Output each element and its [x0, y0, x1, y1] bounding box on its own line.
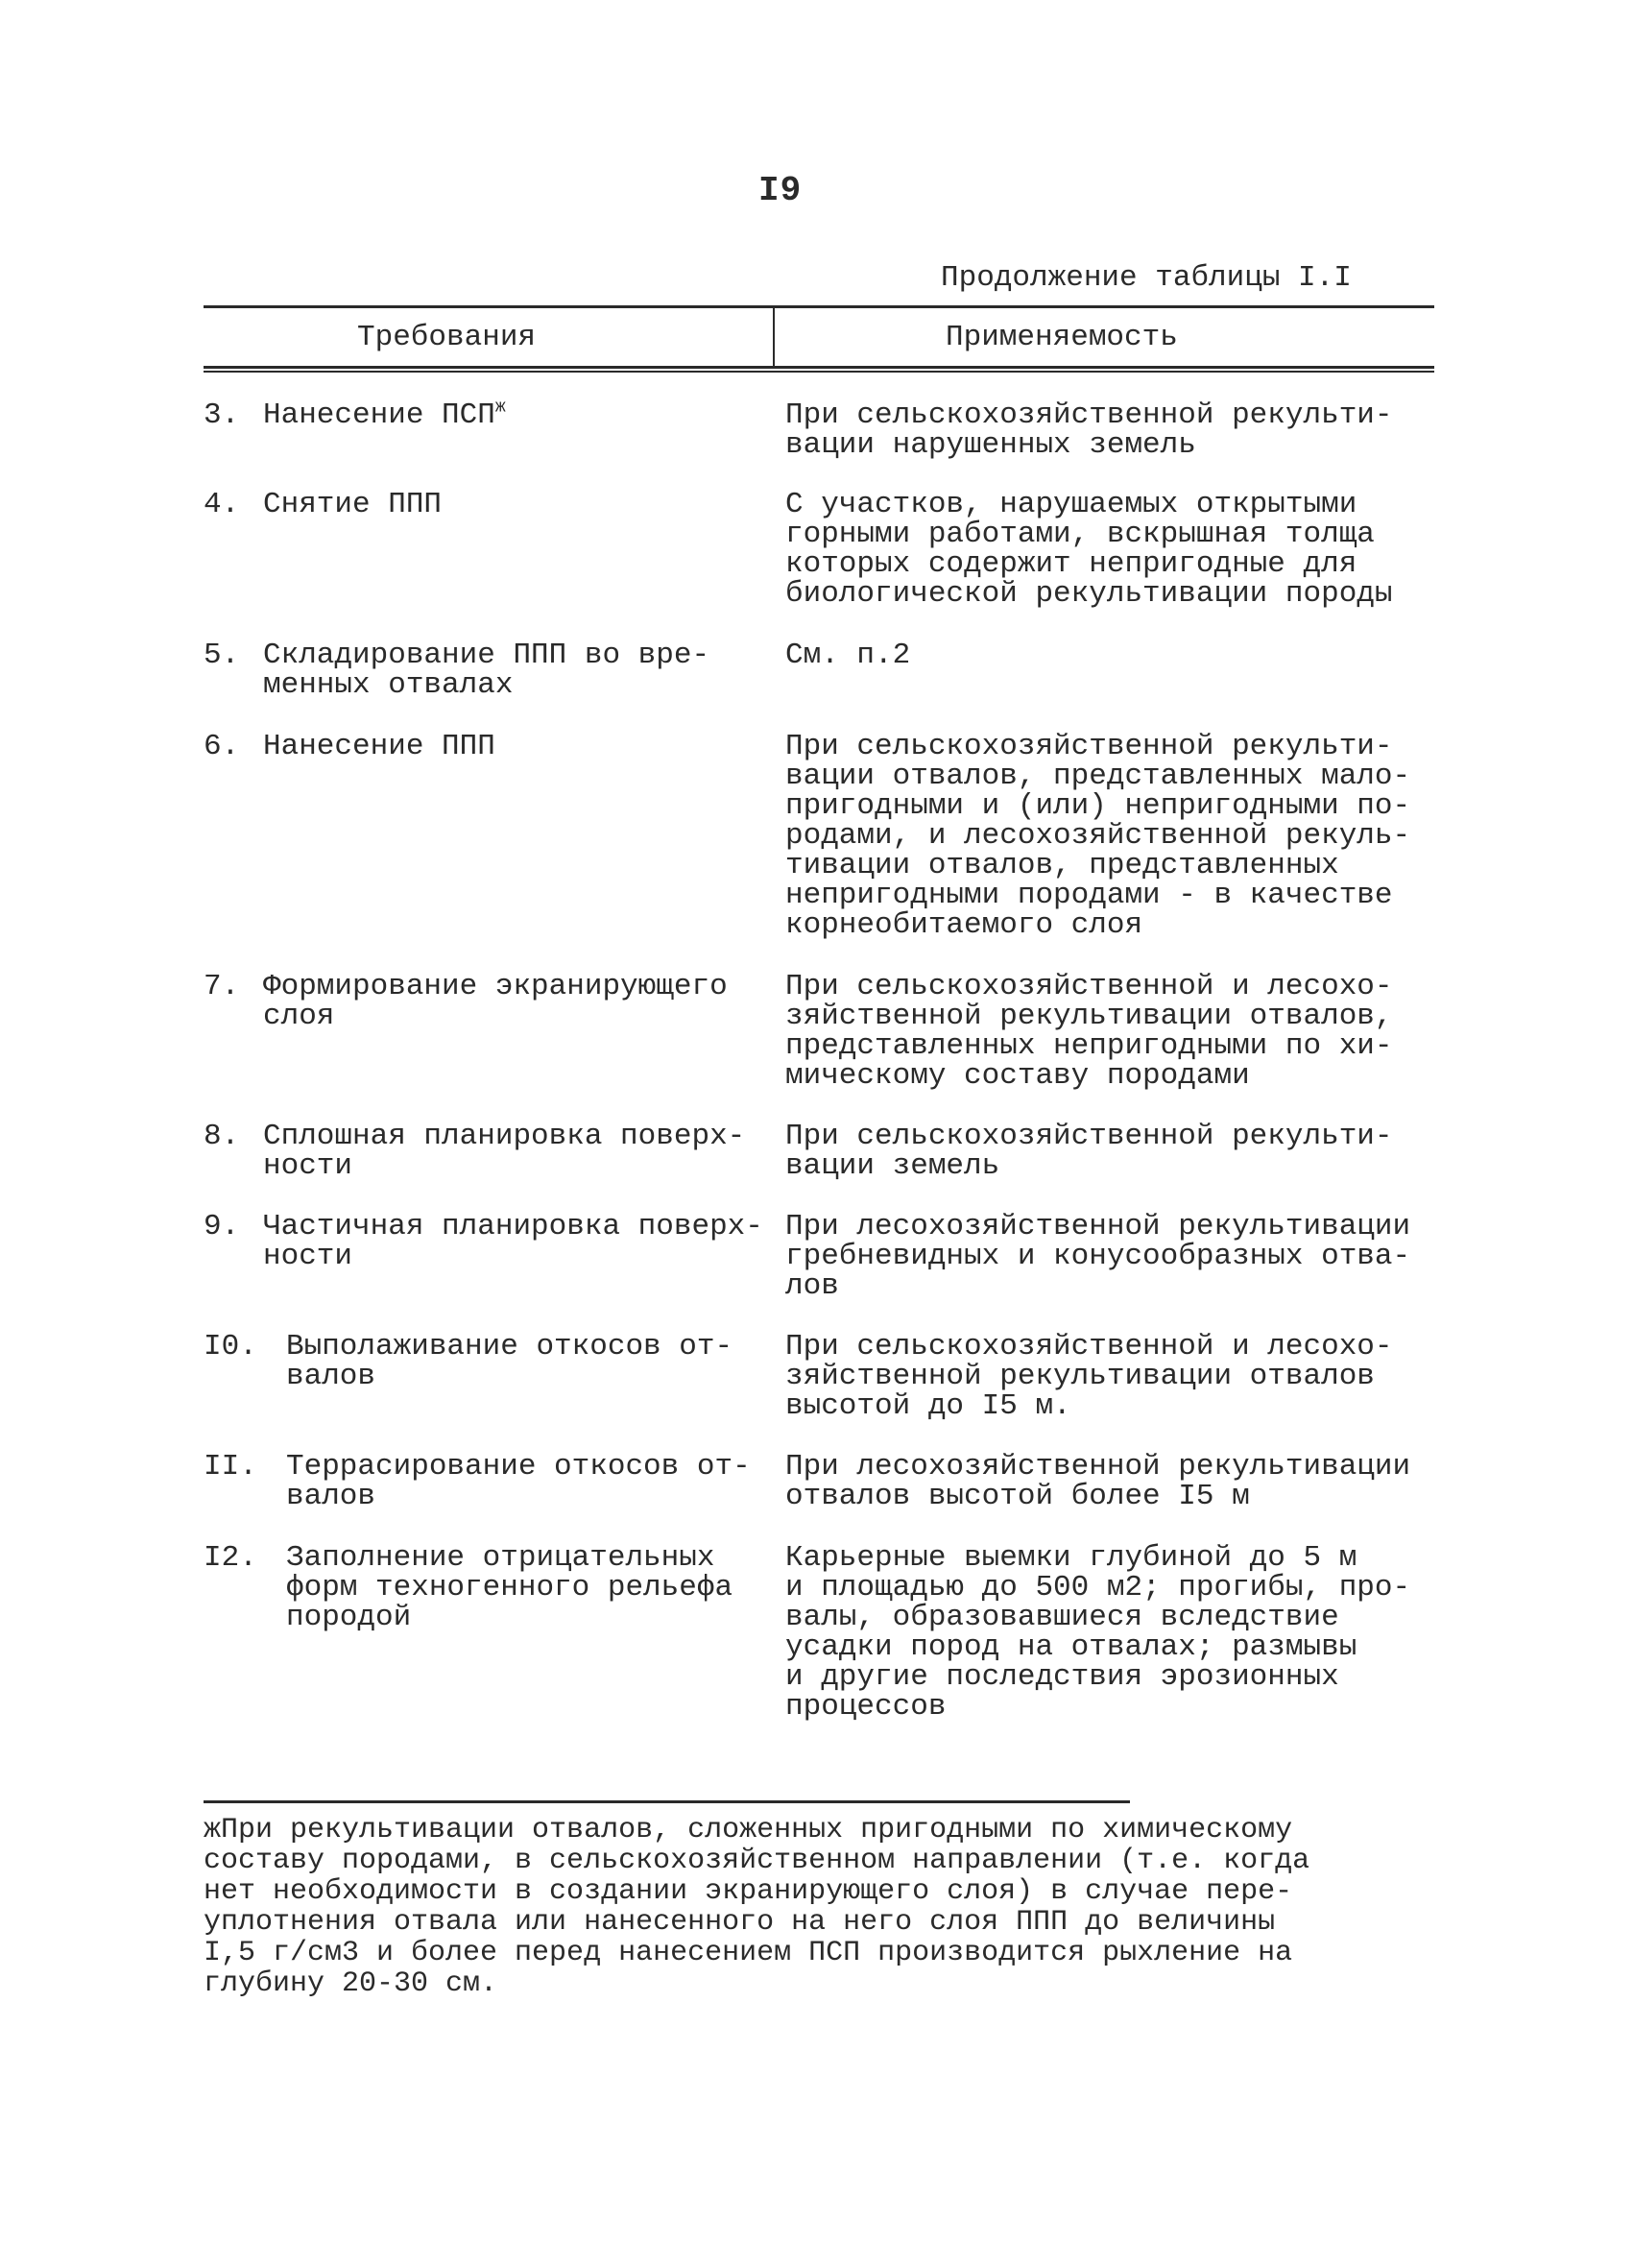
row-applicability: При сельскохозяйственной рекульти- вации отвалов, представленных мало- пригодными и (или) непригодными по- родами, и лесохозяйственной рекуль- тивации отвалов, представленных непригодными породами - в качестве корнеобитаемого слоя	[785, 730, 1411, 942]
table-rule-top	[204, 305, 1434, 308]
page-number: I9	[758, 171, 803, 210]
row-requirement: Нанесение ПСП$^ж$	[263, 398, 506, 432]
row-number: 5.	[204, 639, 240, 672]
column-header-requirements: Требования	[357, 321, 537, 354]
row-requirement: Формирование экранирующего слоя	[263, 970, 728, 1033]
column-header-applicability: Применяемость	[946, 321, 1178, 354]
row-applicability: При сельскохозяйственной и лесохо- зяйственной рекультивации отвалов высотой до I5 м.	[785, 1330, 1393, 1423]
row-requirement: Сплошная планировка поверх- ности	[263, 1120, 746, 1183]
row-number: 3.	[204, 398, 240, 432]
footnote: жПри рекультивации отвалов, сложенных пригодными по химическому составу породами, в сельскохозяйственном направлении (т.е. когда нет необходимости в создании экранирующего слоя) в случае пере- уплотнения отвала или нанесенного на него слоя ППП до величины I,5 г/см3 и более перед нанесением ПСП производится рыхление на глубину 20-30 см.	[204, 1814, 1310, 2000]
row-number: 4.	[204, 488, 240, 521]
row-requirement: Складирование ППП во вре- менных отвалах	[263, 639, 710, 702]
table-rule-header-bottom-double	[204, 371, 1434, 373]
row-applicability: Карьерные выемки глубиной до 5 м и площадью до 500 м2; прогибы, про- валы, образовавшиеся вследствие усадки пород на отвалах; размывы и другие последствия эрозионных процессов	[785, 1541, 1411, 1724]
row-applicability: При лесохозяйственной рекультивации гребневидных и конусообразных отва- лов	[785, 1210, 1411, 1303]
row-applicability: При лесохозяйственной рекультивации отвалов высотой более I5 м	[785, 1450, 1411, 1513]
row-number: 7.	[204, 970, 240, 1003]
footnote-rule	[204, 1800, 1130, 1803]
row-number: 8.	[204, 1120, 240, 1153]
row-applicability: См. п.2	[785, 639, 911, 672]
header-divider	[773, 305, 775, 369]
footnote-marker: ж	[494, 398, 506, 418]
row-number: I2.	[204, 1541, 257, 1575]
row-applicability: При сельскохозяйственной рекульти- вации нарушенных земель	[785, 398, 1393, 462]
row-number: II.	[204, 1450, 257, 1484]
row-number: I0.	[204, 1330, 257, 1363]
continuation-label: Продолжение таблицы I.I	[941, 261, 1352, 295]
row-requirement: Снятие ППП	[263, 488, 443, 521]
row-requirement: Заполнение отрицательных форм техногенного рельефа породой	[286, 1541, 733, 1634]
table-rule-header-bottom	[204, 366, 1434, 369]
row-requirement: Террасирование откосов от- валов	[286, 1450, 751, 1513]
row-requirement: Частичная планировка поверх- ности	[263, 1210, 763, 1273]
row-applicability: С участков, нарушаемых открытыми горными работами, вскрышная толща которых содержит непригодные для биологической рекультивации породы	[785, 488, 1393, 611]
row-requirement: Выполаживание откосов от- валов	[286, 1330, 733, 1393]
row-number: 9.	[204, 1210, 240, 1243]
row-applicability: При сельскохозяйственной рекульти- вации земель	[785, 1120, 1393, 1183]
row-number: 6.	[204, 730, 240, 763]
row-requirement: Нанесение ППП	[263, 730, 495, 763]
row-applicability: При сельскохозяйственной и лесохо- зяйственной рекультивации отвалов, представленных непригодными по хи- мическому составу породами	[785, 970, 1393, 1093]
